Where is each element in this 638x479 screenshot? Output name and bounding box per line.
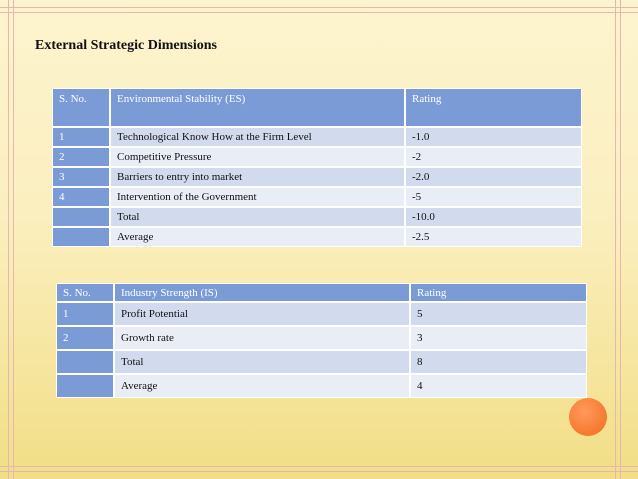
- header-factor: Industry Strength (IS): [114, 283, 410, 302]
- header-sno: S. No.: [52, 88, 110, 127]
- industry-strength-table: [56, 283, 587, 398]
- cell-sno: 1: [52, 127, 110, 147]
- cell-sno: [56, 350, 114, 374]
- table-row: [52, 147, 582, 167]
- cell-rating: -2.0: [405, 167, 582, 187]
- cell-factor: Growth rate: [114, 326, 410, 350]
- cell-sno: [52, 207, 110, 227]
- table-header-row: [56, 283, 587, 302]
- frame-right-line: [615, 0, 621, 479]
- table-row: [56, 326, 587, 350]
- environmental-stability-table: [52, 88, 582, 247]
- slide-title: External Strategic Dimensions: [35, 38, 217, 53]
- header-factor: Environmental Stability (ES): [110, 88, 405, 127]
- cell-factor: Barriers to entry into market: [110, 167, 405, 187]
- cell-rating: -2: [405, 147, 582, 167]
- cell-rating: -10.0: [405, 207, 582, 227]
- cell-sno: 3: [52, 167, 110, 187]
- header-sno: S. No.: [56, 283, 114, 302]
- cell-rating: -5: [405, 187, 582, 207]
- header-rating: Rating: [410, 283, 587, 302]
- cell-factor: Average: [110, 227, 405, 247]
- table-row: [56, 302, 587, 326]
- cell-sno: 2: [56, 326, 114, 350]
- table-row: [52, 187, 582, 207]
- cell-sno: [56, 374, 114, 398]
- cell-factor: Average: [114, 374, 410, 398]
- cell-factor: Profit Potential: [114, 302, 410, 326]
- table-row-average: [56, 374, 587, 398]
- cell-sno: [52, 227, 110, 247]
- table-row: [52, 127, 582, 147]
- table-row: [52, 167, 582, 187]
- cell-sno: 4: [52, 187, 110, 207]
- decorative-orb: [569, 398, 607, 436]
- cell-rating: 5: [410, 302, 587, 326]
- cell-rating: 4: [410, 374, 587, 398]
- header-rating: Rating: [405, 88, 582, 127]
- frame-bottom-line: [0, 466, 638, 472]
- cell-factor: Technological Know How at the Firm Level: [110, 127, 405, 147]
- cell-factor: Total: [114, 350, 410, 374]
- cell-rating: -2.5: [405, 227, 582, 247]
- frame-left-line: [8, 0, 14, 479]
- cell-rating: -1.0: [405, 127, 582, 147]
- table-row-average: [52, 227, 582, 247]
- cell-factor: Competitive Pressure: [110, 147, 405, 167]
- cell-factor: Intervention of the Government: [110, 187, 405, 207]
- table-row-total: [56, 350, 587, 374]
- cell-factor: Total: [110, 207, 405, 227]
- cell-rating: 8: [410, 350, 587, 374]
- cell-rating: 3: [410, 326, 587, 350]
- table-row-total: [52, 207, 582, 227]
- table-header-row: [52, 88, 582, 127]
- frame-top-line: [0, 7, 638, 13]
- cell-sno: 2: [52, 147, 110, 167]
- cell-sno: 1: [56, 302, 114, 326]
